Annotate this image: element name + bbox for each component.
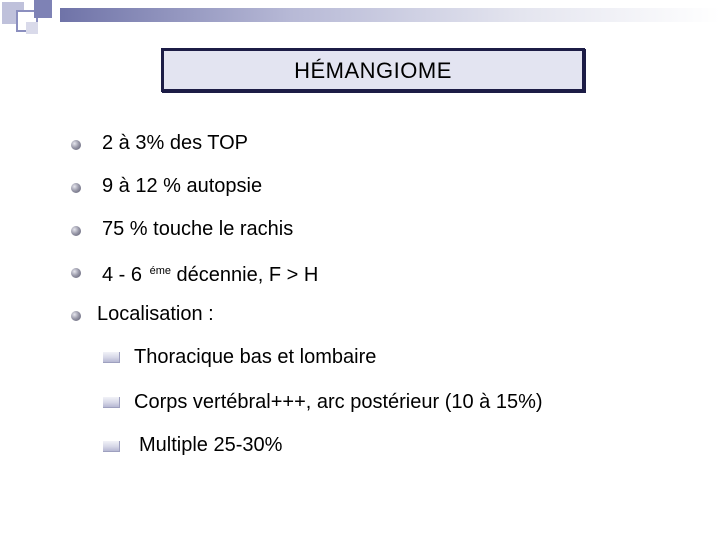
round-bullet-icon: [71, 268, 81, 278]
decor-square: [26, 22, 38, 34]
sub-bullet-item: Corps vertébral+++, arc postérieur (10 à 15%): [134, 391, 543, 413]
slide-title: HÉMANGIOME: [294, 58, 452, 83]
square-bullet-icon: [103, 352, 120, 363]
bullet-item: Localisation :: [97, 303, 214, 325]
bullet-text-pre: 4 - 6: [102, 264, 148, 286]
corner-decoration: [0, 0, 720, 40]
bullet-item: 2 à 3% des TOP: [102, 132, 249, 154]
square-bullet-icon: [103, 441, 120, 452]
round-bullet-icon: [71, 311, 81, 321]
round-bullet-icon: [71, 140, 81, 150]
bullet-text-post: décennie, F > H: [170, 264, 319, 286]
sub-bullet-item: Multiple 25-30%: [139, 434, 283, 456]
decor-gradient-bar: [60, 8, 720, 22]
bullet-item: [102, 259, 318, 287]
slide-title-box: [161, 48, 585, 92]
decor-square: [34, 0, 52, 18]
sub-bullet-item: Thoracique bas et lombaire: [134, 346, 377, 368]
bullet-item: 9 à 12 % autopsie: [102, 175, 263, 197]
bullet-superscript: éme: [149, 265, 171, 277]
round-bullet-icon: [71, 226, 81, 236]
bullet-item: 75 % touche le rachis: [102, 218, 294, 240]
square-bullet-icon: [103, 397, 120, 408]
round-bullet-icon: [71, 183, 81, 193]
